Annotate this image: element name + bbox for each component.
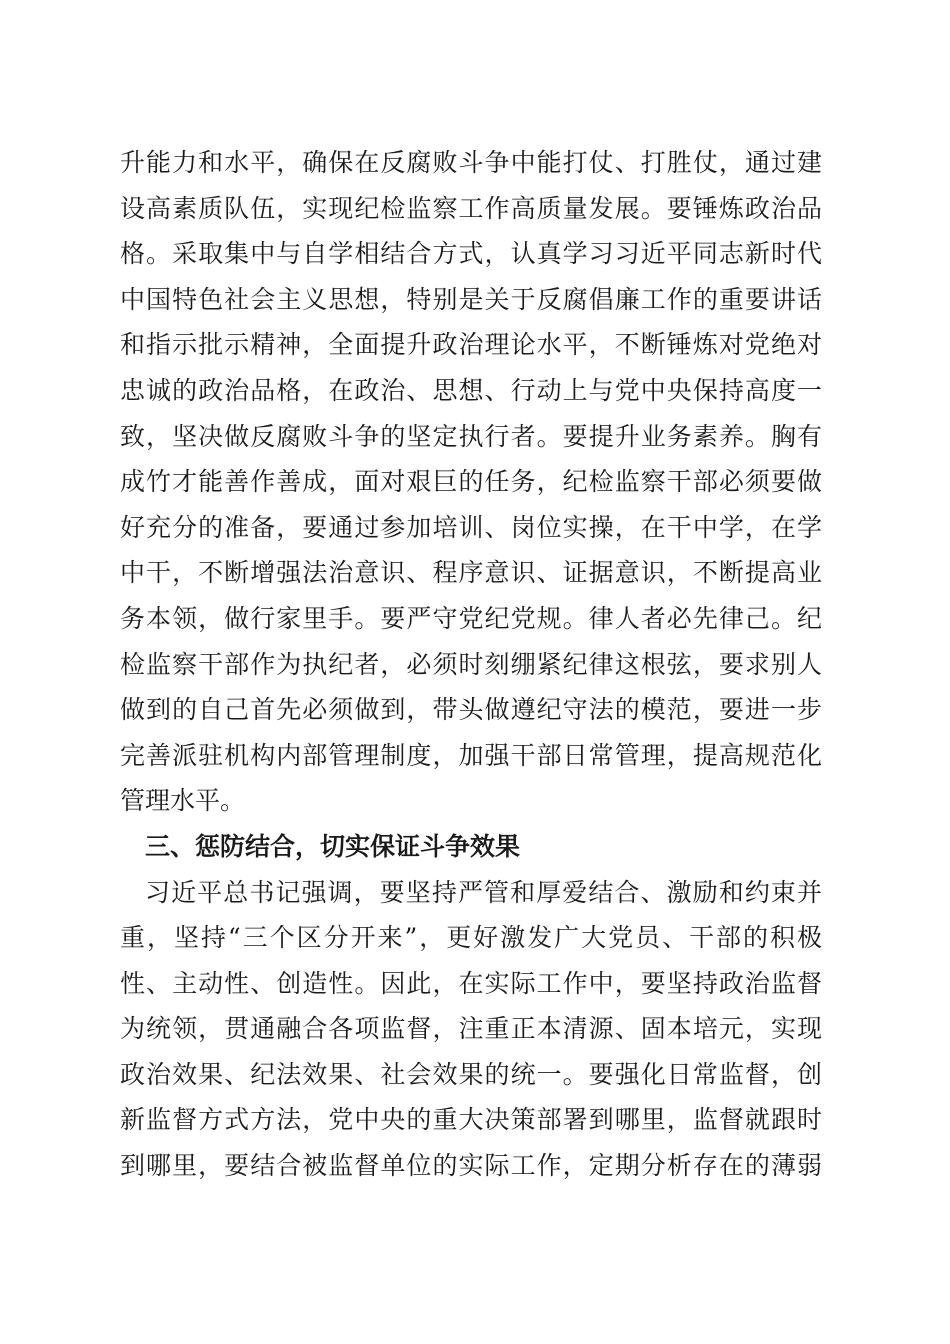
text-line: 习近平总书记强调，要坚持严管和厚爱结合、激励和约束并 (145, 877, 822, 907)
document-page (120, 140, 822, 1189)
text-line: 新监督方式方法，党中央的重大决策部署到哪里，监督就跟时 (120, 1105, 822, 1135)
text-line: 中国特色社会主义思想，特别是关于反腐倡廉工作的重要讲话 (120, 284, 822, 314)
text-line: 完善派驻机构内部管理制度，加强干部日常管理，提高规范化 (120, 740, 822, 770)
paragraph-continued (120, 140, 822, 824)
text-line: 设高素质队伍，实现纪检监察工作高质量发展。要锤炼政治品 (120, 193, 822, 223)
text-line: 务本领，做行家里手。要严守党纪党规。律人者必先律己。纪 (120, 603, 822, 633)
text-line: 检监察干部作为执纪者，必须时刻绷紧纪律这根弦，要求别人 (120, 649, 822, 679)
text-line: 和指示批示精神，全面提升政治理论水平，不断锤炼对党绝对 (120, 330, 822, 360)
text-line: 中干，不断增强法治意识、程序意识、证据意识，不断提高业 (120, 558, 822, 588)
text-line: 成竹才能善作善成，面对艰巨的任务，纪检监察干部必须要做 (120, 467, 822, 497)
section-paragraph (120, 870, 822, 1189)
text-line: 管理水平。 (120, 786, 246, 816)
text-line: 为统领，贯通融合各项监督，注重正本清源、固本培元，实现 (120, 1014, 822, 1044)
text-line: 到哪里，要结合被监督单位的实际工作，定期分析存在的薄弱 (120, 1151, 822, 1181)
text-line: 政治效果、纪法效果、社会效果的统一。要强化日常监督，创 (120, 1059, 822, 1089)
text-line: 好充分的准备，要通过参加培训、岗位实操，在干中学，在学 (120, 512, 822, 542)
text-line: 做到的自己首先必须做到，带头做遵纪守法的模范，要进一步 (120, 695, 822, 725)
text-line: 重，坚持“三个区分开来”，更好激发广大党员、干部的积极 (120, 923, 822, 953)
text-line: 致，坚决做反腐败斗争的坚定执行者。要提升业务素养。胸有 (120, 421, 822, 451)
text-line: 格。采取集中与自学相结合方式，认真学习习近平同志新时代 (120, 239, 822, 269)
section-heading: 三、惩防结合，切实保证斗争效果 (145, 831, 521, 861)
text-line: 性、主动性、创造性。因此，在实际工作中，要坚持政治监督 (120, 968, 822, 998)
text-line: 忠诚的政治品格，在政治、思想、行动上与党中央保持高度一 (120, 375, 822, 405)
text-line: 升能力和水平，确保在反腐败斗争中能打仗、打胜仗，通过建 (120, 148, 822, 177)
